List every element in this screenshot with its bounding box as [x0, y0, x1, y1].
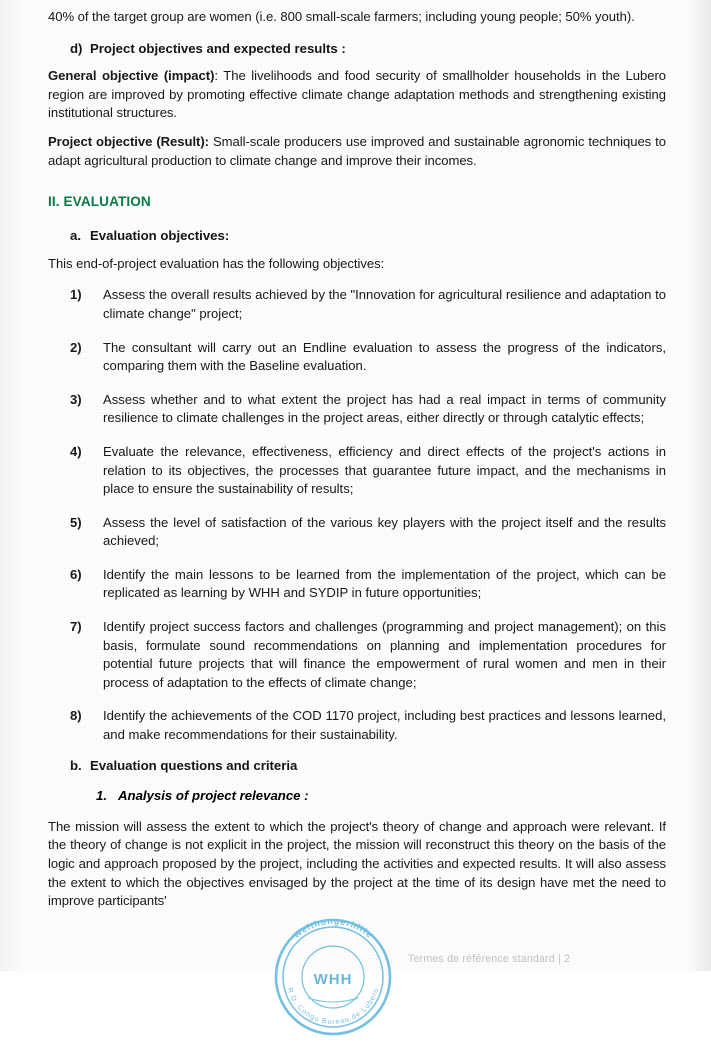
list-item-marker: 6) — [70, 566, 82, 582]
list-item — [70, 391, 666, 428]
svg-text:WHH: WHH — [313, 971, 353, 988]
paragraph-relevance-analysis: The mission will assess the extent to which the project's theory of change and approach were relevant. If the theory of change is not explicit in the project, the mission will reconstruct this theory on the basis of the logic and approach proposed by the project, including the activities and expected results. It will also assess the extent to which the objectives envisaged by the project at the time of its design have met the need to improve participants' — [48, 818, 666, 909]
list-item-text: Identify project success factors and challenges (programming and project management); on this basis, formulate sound recommendations on planning and implementation procedures for potential future projects that will finance the empowerment of rural women and men in their process of adaptation to the effects of climate change; — [103, 619, 666, 690]
document-body — [48, 8, 666, 911]
sub-heading-d-marker: d) — [70, 40, 83, 56]
list-item — [70, 707, 666, 744]
general-objective-lead: General objective (impact) — [48, 68, 215, 84]
sub-heading-d-label: Project objectives and expected results : — [90, 40, 346, 56]
general-objective-body: : The livelihoods and food security of smallholder households in the Lubero region are improved by promoting effective climate change adaptation methods and strengthening existing institutional structures. — [48, 68, 666, 121]
list-item-text: Assess whether and to what extent the project has had a real impact in terms of community resilience to climate challenges in the project areas, either directly or through catalytic effects; — [103, 391, 666, 426]
list-item-text: Evaluate the relevance, effectiveness, efficiency and direct effects of the project's actions in relation to its objectives, the processes that guarantee future impact, and the mechanisms in place to ensure the sustainability of results; — [103, 443, 666, 497]
list-item — [70, 618, 666, 692]
list-item-text: Identify the main lessons to be learned from the implementation of the project, which can be replicated as learning by WHH and SYDIP in future opportunities; — [103, 566, 666, 601]
paragraph-general-objective — [48, 67, 666, 123]
list-item-text: The consultant will carry out an Endline evaluation to assess the progress of the indicators, comparing them with the Baseline evaluation. — [103, 339, 666, 374]
project-objective-lead: Project objective (Result): — [48, 133, 209, 149]
sub-heading-a-marker: a. — [70, 228, 81, 244]
svg-text:Welthungerhilfe: Welthungerhilfe — [291, 915, 375, 941]
list-item-marker: 5) — [70, 514, 82, 530]
paragraph-intro-objectives: This end-of-project evaluation has the following objectives: — [48, 255, 385, 271]
project-objective-body: Small-scale producers use improved and sustainable agronomic techniques to adapt agricultural production to climate change and improve their incomes. — [48, 133, 666, 168]
sub-heading-b-label: Evaluation questions and criteria — [90, 757, 298, 773]
criteria-point-1-label: Analysis of project relevance : — [118, 788, 309, 804]
list-item-marker: 4) — [70, 443, 82, 459]
criteria-point-1 — [48, 787, 666, 806]
list-item-text: Assess the overall results achieved by the "Innovation for agricultural resilience and adaptation to climate change" project; — [103, 287, 666, 321]
page-footer-note: Termes de référence standard | 2 — [408, 953, 571, 965]
list-item — [70, 443, 666, 499]
section-heading-evaluation: II. EVALUATION — [48, 194, 151, 210]
objectives-list — [48, 286, 666, 744]
list-item — [70, 286, 666, 323]
list-item-marker: 2) — [70, 339, 82, 355]
list-item-marker: 3) — [70, 391, 82, 407]
list-item — [70, 566, 666, 603]
list-item-marker: 1) — [70, 287, 82, 303]
sub-heading-b-marker: b. — [70, 757, 82, 773]
list-item-marker: 7) — [70, 619, 82, 635]
sub-heading-d — [48, 40, 666, 59]
svg-text:R.D. Congo Bureau de Lubero: R.D. Congo Bureau de Lubero — [285, 986, 381, 1027]
sub-heading-a — [48, 227, 666, 246]
list-item — [70, 339, 666, 376]
sub-heading-a-label: Evaluation objectives: — [90, 228, 230, 244]
paragraph-target-group: 40% of the target group are women (i.e. 800 small-scale farmers; including young people; 50% youth). — [48, 9, 635, 24]
list-item-marker: 8) — [70, 708, 82, 724]
paragraph-project-objective — [48, 133, 666, 170]
list-item-text: Assess the level of satisfaction of the various key players with the project itself and the results achieved; — [103, 514, 666, 549]
sub-heading-b — [48, 757, 666, 776]
list-item-text: Identify the achievements of the COD 1170 project, including best practices and lessons learned, and make recommendations for their sustainability. — [103, 708, 666, 743]
criteria-point-1-marker: 1. — [96, 788, 107, 804]
list-item — [70, 514, 666, 551]
